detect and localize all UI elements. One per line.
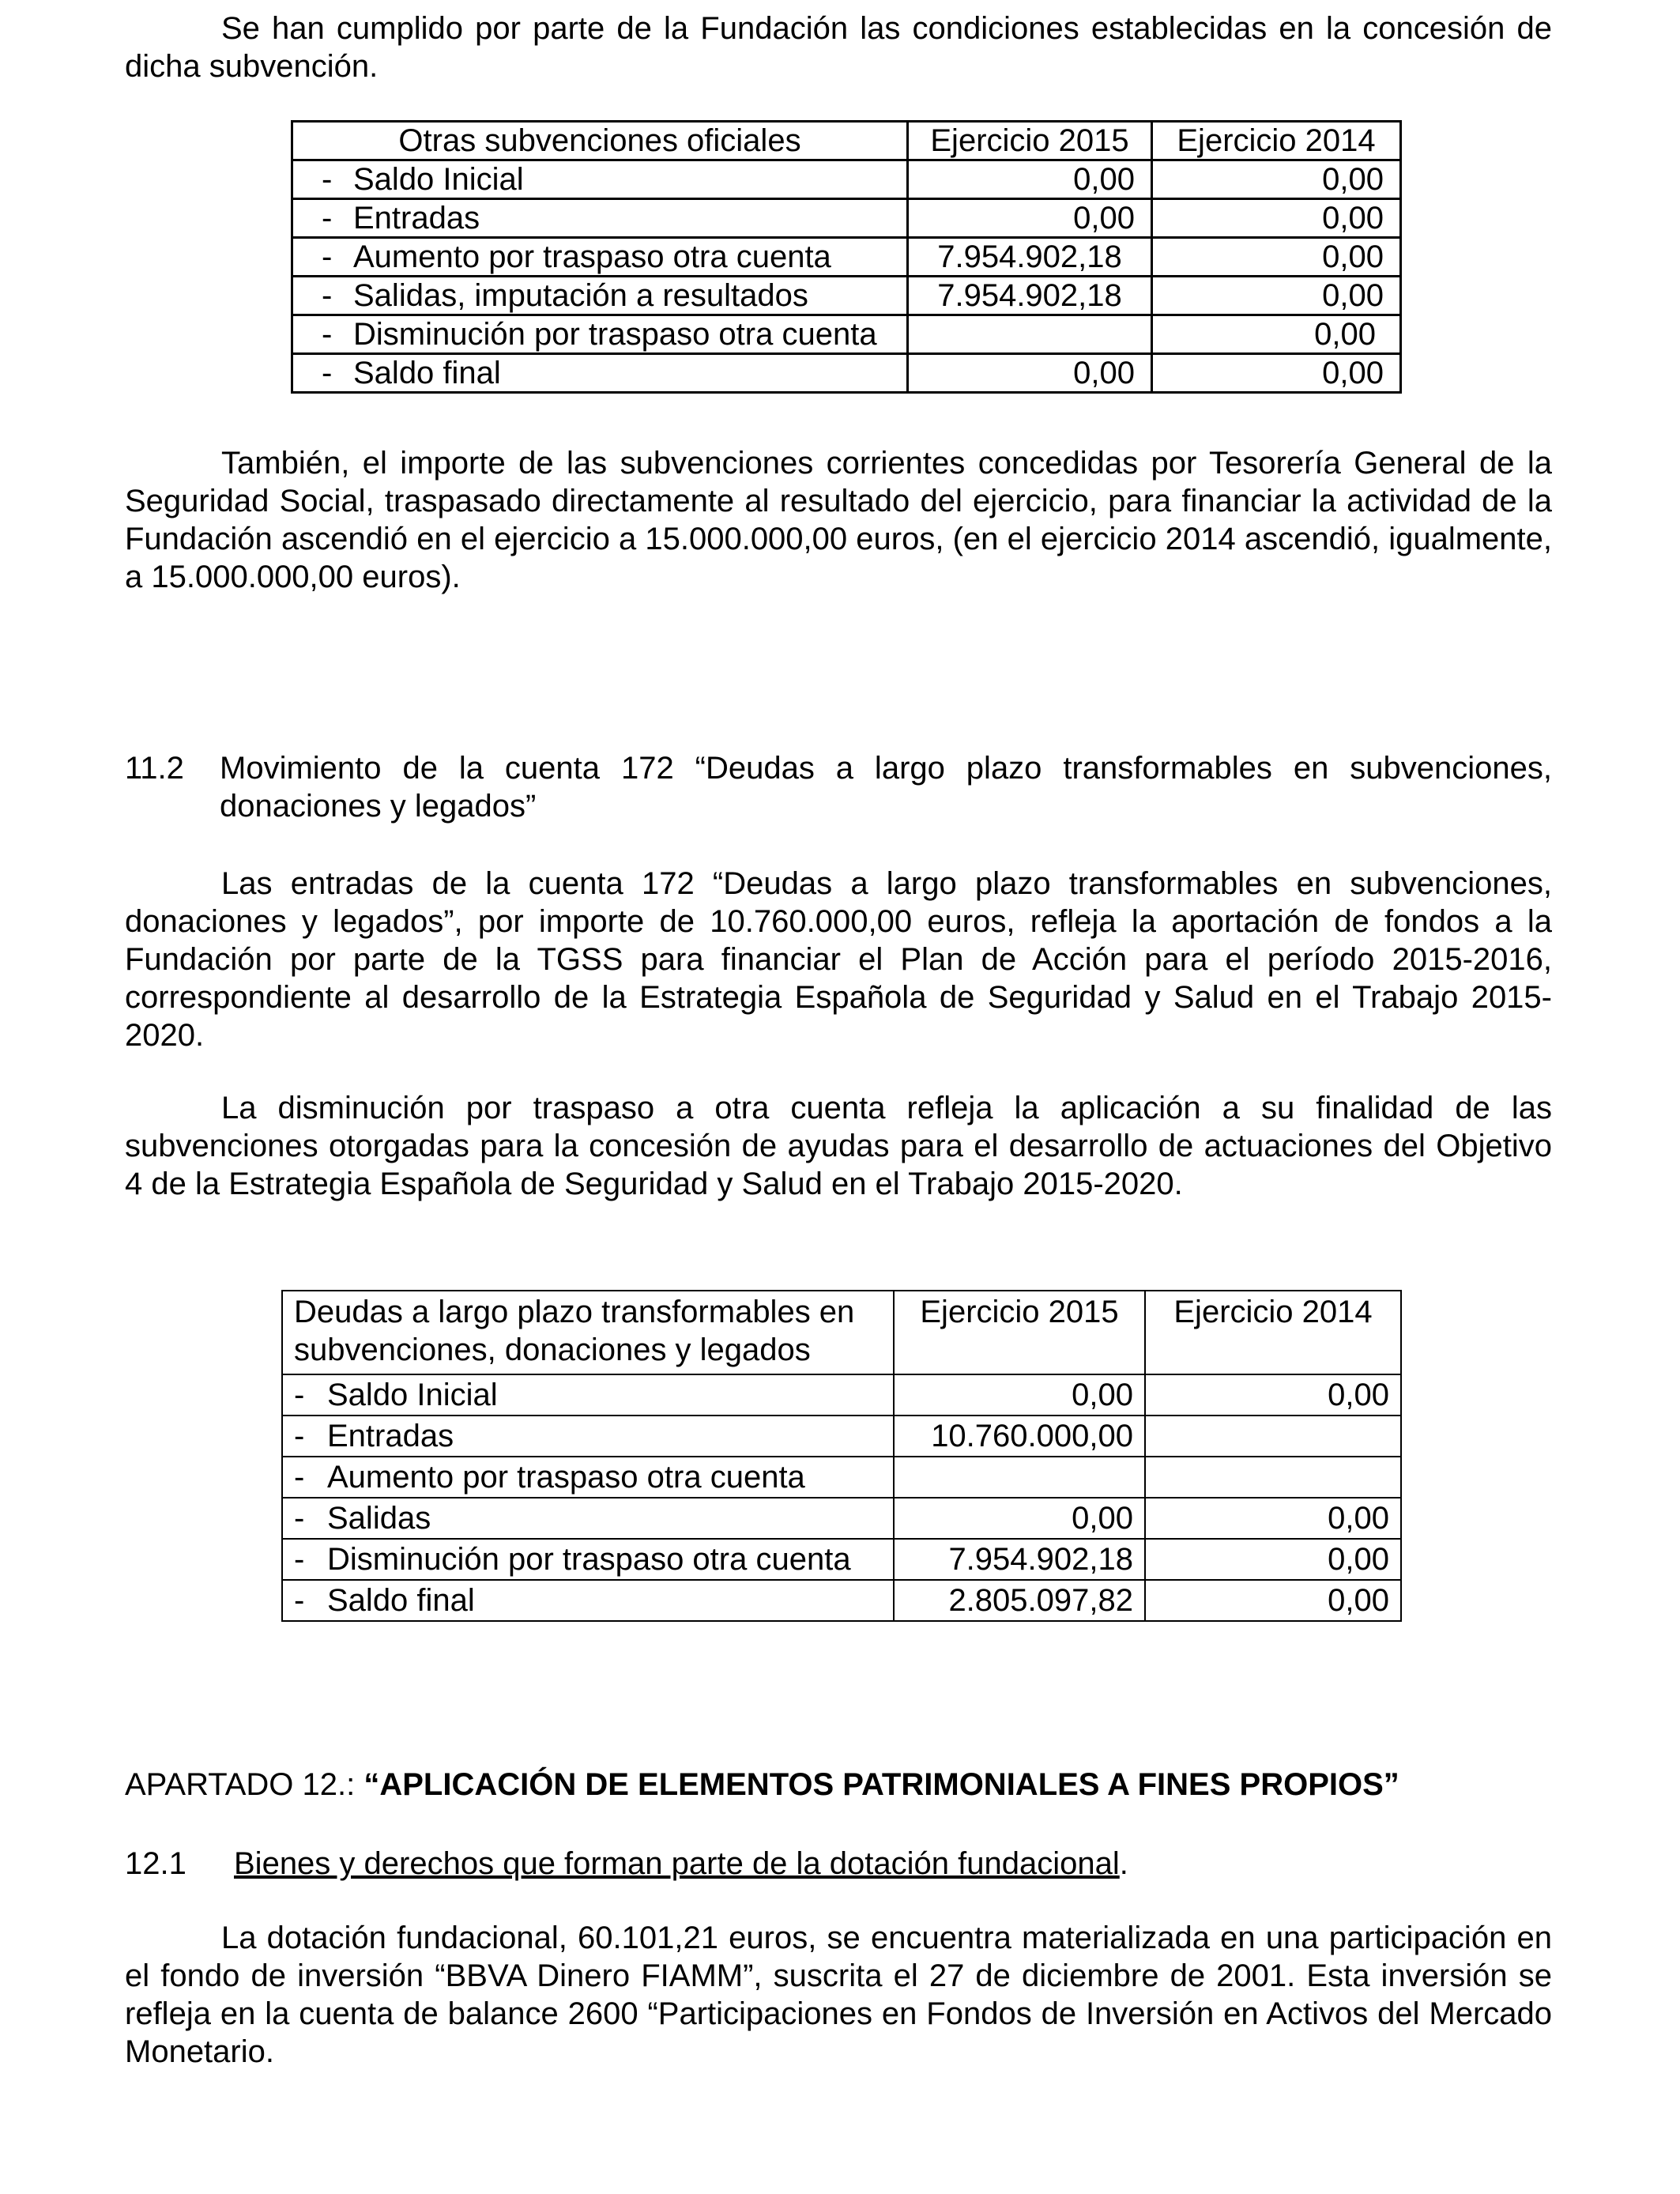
row-value-2014 xyxy=(1145,1416,1401,1457)
row-dash: - xyxy=(322,162,333,197)
apartado-12-heading xyxy=(125,1766,1552,1804)
deudas-largo-plazo-table xyxy=(281,1290,1402,1622)
table-row xyxy=(292,354,1401,393)
table-header-concept: Otras subvenciones oficiales xyxy=(292,122,908,160)
intro-paragraph: Se han cumplido por parte de la Fundación las condiciones establecidas en la concesión de dicha subvención. xyxy=(125,11,1552,84)
table-header-2015: Ejercicio 2015 xyxy=(894,1291,1145,1374)
row-value-2015: 7.954.902,18 xyxy=(908,277,1152,315)
row-label: Salidas, imputación a resultados xyxy=(353,278,808,313)
table-row xyxy=(292,315,1401,354)
tambien-paragraph: También, el importe de las subvenciones corrientes concedidas por Tesorería General de la Seguridad Social, traspasado directamente al resultado del ejercicio, para financiar la actividad de la Fundación ascendió en el ejercicio a 15.000.000,00 euros, (en el ejercicio 2014 ascendió, igualmente, a 15.000.000,00 euros). xyxy=(125,446,1552,594)
row-label: Saldo Inicial xyxy=(353,162,524,197)
table-header-row xyxy=(282,1291,1401,1374)
row-value-2014: 0,00 xyxy=(1152,160,1401,199)
row-dash: - xyxy=(322,317,333,352)
row-value-2014: 0,00 xyxy=(1152,199,1401,238)
row-dash: - xyxy=(322,239,333,274)
section-12-1-heading xyxy=(234,1845,1566,1883)
table-row xyxy=(292,199,1401,238)
table-row xyxy=(282,1416,1401,1457)
table-header-2015: Ejercicio 2015 xyxy=(908,122,1152,160)
row-value-2015: 0,00 xyxy=(908,354,1152,393)
table-header-row xyxy=(292,122,1401,160)
otras-subvenciones-table xyxy=(291,120,1402,394)
row-value-2015 xyxy=(908,315,1152,354)
row-value-2014: 0,00 xyxy=(1145,1498,1401,1539)
row-label: Saldo final xyxy=(353,356,501,390)
row-label: Saldo final xyxy=(327,1583,475,1618)
row-dash: - xyxy=(322,278,333,313)
section-11-2-number: 11.2 xyxy=(125,751,184,786)
row-dash: - xyxy=(294,1378,305,1412)
row-dash: - xyxy=(294,1542,305,1577)
row-value-2014: 0,00 xyxy=(1152,354,1401,393)
table-row xyxy=(282,1539,1401,1580)
row-label: Entradas xyxy=(327,1419,454,1453)
row-value-2014: 0,00 xyxy=(1145,1374,1401,1416)
row-label: Salidas xyxy=(327,1501,431,1536)
disminucion-paragraph: La disminución por traspaso a otra cuenta refleja la aplicación a su finalidad de las subvenciones otorgadas para la concesión de ayudas para el desarrollo de actuaciones del Objetivo 4 de la Estrategia Española de Seguridad y Salud en el Trabajo 2015-2020. xyxy=(125,1091,1552,1201)
section-12-1-title: Bienes y derechos que forman parte de la dotación fundacional xyxy=(234,1846,1120,1881)
row-value-2014: 0,00 xyxy=(1152,238,1401,277)
table-row xyxy=(292,238,1401,277)
section-11-2-title: Movimiento de la cuenta 172 “Deudas a largo plazo transformables en subvenciones, donaciones y legados” xyxy=(220,751,1552,824)
apartado-12-prefix: APARTADO 12.: xyxy=(125,1767,364,1802)
table-row xyxy=(292,160,1401,199)
table-header-concept: Deudas a largo plazo transformables en subvenciones, donaciones y legados xyxy=(282,1291,894,1374)
row-dash: - xyxy=(294,1583,305,1618)
dotacion-paragraph: La dotación fundacional, 60.101,21 euros, se encuentra materializada en una participación en el fondo de inversión “BBVA Dinero FIAMM”, suscrita el 27 de diciembre de 2001. Esta inversión se refleja en la cuenta de balance 2600 “Participaciones en Fondos de Inversión en Activos del Mercado Monetario. xyxy=(125,1921,1552,2069)
apartado-12-title: “APLICACIÓN DE ELEMENTOS PATRIMONIALES A FINES PROPIOS” xyxy=(363,1767,1399,1802)
row-value-2014: 0,00 xyxy=(1152,315,1401,354)
table-header-2014: Ejercicio 2014 xyxy=(1145,1291,1401,1374)
row-value-2015: 0,00 xyxy=(894,1498,1145,1539)
row-value-2014: 0,00 xyxy=(1145,1580,1401,1621)
section-12-1-suffix: . xyxy=(1119,1846,1128,1881)
row-label: Disminución por traspaso otra cuenta xyxy=(353,317,877,352)
entradas-paragraph: Las entradas de la cuenta 172 “Deudas a largo plazo transformables en subvenciones, donaciones y legados”, por importe de 10.760.000,00 euros, refleja la aportación de fondos a la Fundación por parte de la TGSS para financiar el Plan de Acción para el período 2015-2016, correspondiente al desarrollo de la Estrategia Española de Seguridad y Salud en el Trabajo 2015-2020. xyxy=(125,866,1552,1053)
row-label: Aumento por traspaso otra cuenta xyxy=(353,239,831,274)
row-value-2014: 0,00 xyxy=(1152,277,1401,315)
table-row xyxy=(282,1498,1401,1539)
section-12-1-number: 12.1 xyxy=(125,1846,186,1881)
table-row xyxy=(292,277,1401,315)
table-row xyxy=(282,1374,1401,1416)
row-value-2015: 0,00 xyxy=(894,1374,1145,1416)
row-label: Disminución por traspaso otra cuenta xyxy=(327,1542,851,1577)
row-label: Saldo Inicial xyxy=(327,1378,498,1412)
row-dash: - xyxy=(294,1501,305,1536)
row-dash: - xyxy=(322,356,333,390)
row-value-2015 xyxy=(894,1457,1145,1498)
row-label: Entradas xyxy=(353,201,480,236)
table-row xyxy=(282,1580,1401,1621)
row-value-2015: 0,00 xyxy=(908,160,1152,199)
row-value-2015: 0,00 xyxy=(908,199,1152,238)
row-value-2014: 0,00 xyxy=(1145,1539,1401,1580)
row-value-2015: 7.954.902,18 xyxy=(894,1539,1145,1580)
table-row xyxy=(282,1457,1401,1498)
row-dash: - xyxy=(294,1419,305,1453)
row-value-2015: 10.760.000,00 xyxy=(894,1416,1145,1457)
row-value-2015: 2.805.097,82 xyxy=(894,1580,1145,1621)
table-header-2014: Ejercicio 2014 xyxy=(1152,122,1401,160)
row-dash: - xyxy=(294,1460,305,1495)
row-dash: - xyxy=(322,201,333,236)
row-value-2015: 7.954.902,18 xyxy=(908,238,1152,277)
row-label: Aumento por traspaso otra cuenta xyxy=(327,1460,805,1495)
row-value-2014 xyxy=(1145,1457,1401,1498)
